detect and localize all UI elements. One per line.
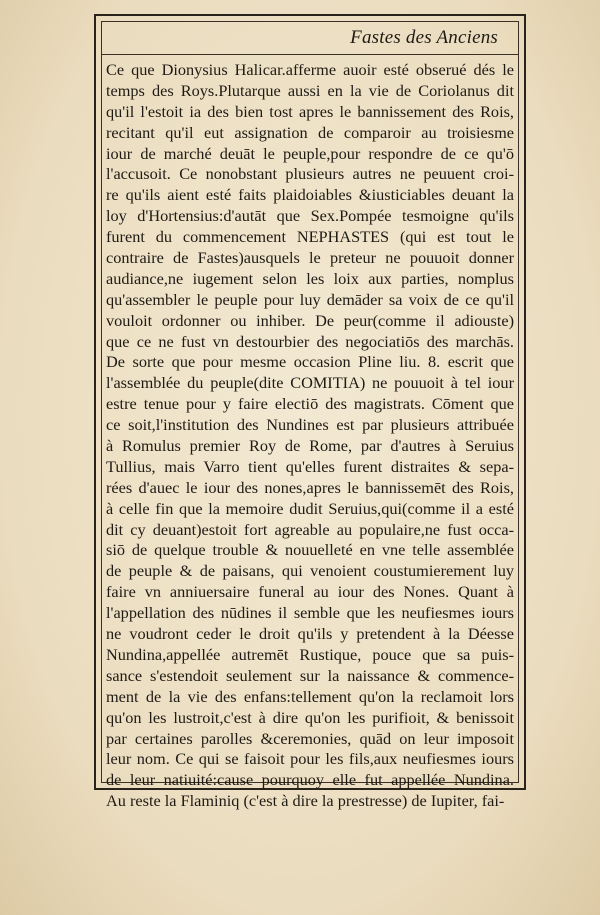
text-line: qu'assembler le peuple pour luy demāder sa voix de ce qu'il: [106, 289, 514, 309]
text-line: vouloit ordonner ou inhiber. De peur(comme il adiouste): [106, 310, 514, 330]
text-line: qu'il l'estoit ia des bien tost apres le bannissement des Rois,: [106, 101, 514, 121]
text-line: de peuple & de paisans, qui venoient coustumierement luy: [106, 561, 514, 581]
text-line: faire vn anniuersaire funeral au iour des Nones. Quant à: [106, 582, 514, 602]
text-line: leur nom. Ce qui se faisoit pour les fils,aux neufiesmes iours: [106, 749, 514, 769]
inner-frame: [101, 21, 519, 811]
text-line: estre tenue pour y faire electiō des magistrats. Cōment que: [106, 394, 514, 414]
text-line: Ce que Dionysius Halicar.afferme auoir esté obserué dés le: [106, 60, 514, 79]
text-line: l'accusoit. Ce nonobstant plusieurs autres ne peuuent croi-: [106, 164, 514, 184]
text-line: iour de marché deuāt le peuple,pour respondre de ce qu'ō: [106, 143, 514, 163]
text-line: l'assemblée du peuple(dite COMITIA) ne pouuoit à tel iour: [106, 373, 514, 393]
text-line: re qu'ils aient esté faits plaidoiables &iusticiables deuant la: [106, 185, 514, 205]
text-line: Au reste la Flaminiq (c'est à dire la prestresse) de Iupiter, fai-: [106, 791, 505, 811]
text-line: à Romulus premier Roy de Rome, par d'autres à Seruius: [106, 436, 514, 456]
running-header: [102, 26, 518, 55]
text-line: Nundina,appellée autremēt Rustique, pouce que sa puis-: [106, 644, 514, 664]
text-line: furent du commencement NEPHASTES (qui est tout le: [106, 227, 514, 247]
text-line: temps des Roys.Plutarque aussi en la vie de Coriolanus dit: [106, 80, 514, 100]
text-line: de leur natiuité:cause pourquoy elle fut appellée Nundina.: [106, 770, 514, 790]
text-line: siō de quelque trouble & nouuelleté en vne telle assemblée: [106, 540, 514, 560]
text-line: par certaines parolles &ceremonies, quād on leur imposoit: [106, 728, 514, 748]
text-line: rées d'auec le iour des nones,apres le bannissemēt des Rois,: [106, 477, 514, 497]
text-line: qu'on les lustroit,c'est à dire qu'on les purifioit, & benissoit: [106, 707, 514, 727]
text-line: audiance,ne iugement selon les loix aux parties, nomplus: [106, 268, 514, 288]
text-line: loy d'Hortensius:d'autāt que Sex.Pompée tesmoigne qu'ils: [106, 206, 514, 226]
text-line: dit cy deuant)estoit fort agreable au populaire,ne fust occa-: [106, 519, 514, 539]
text-line: Tullius, mais Varro tient qu'elles furent distraites & sepa-: [106, 456, 514, 476]
text-line: sance s'estendoit seulement sur la naissance & commence-: [106, 665, 514, 685]
text-line: que ce ne fust vn destourbier des negociatiōs des marchās.: [106, 331, 514, 351]
body-text: [106, 60, 514, 812]
text-line: recitant qu'il eut assignation de comparoir au troisiesme: [106, 122, 514, 142]
text-line: contraire de Fastes)ausquels le preteur ne pouuoit donner: [106, 248, 514, 268]
text-line: De sorte que pour mesme occasion Pline liu. 8. escrit que: [106, 352, 514, 372]
text-line: ce soit,l'institution des Nundines est par plusieurs attribuée: [106, 415, 514, 435]
text-line: l'appellation des nūdines il semble que les neufiesmes iours: [106, 603, 514, 623]
running-title: Fastes des Anciens: [350, 27, 498, 48]
page-frame: [94, 14, 526, 811]
text-line: ment de la vie des enfans:tellement qu'on la reclamoit lors: [106, 686, 514, 706]
text-line: ne voudront ceder le droit qu'ils y pretendent à la Déesse: [106, 624, 514, 644]
text-line: à celle fin que la memoire dudit Seruius,qui(comme il a esté: [106, 498, 514, 518]
